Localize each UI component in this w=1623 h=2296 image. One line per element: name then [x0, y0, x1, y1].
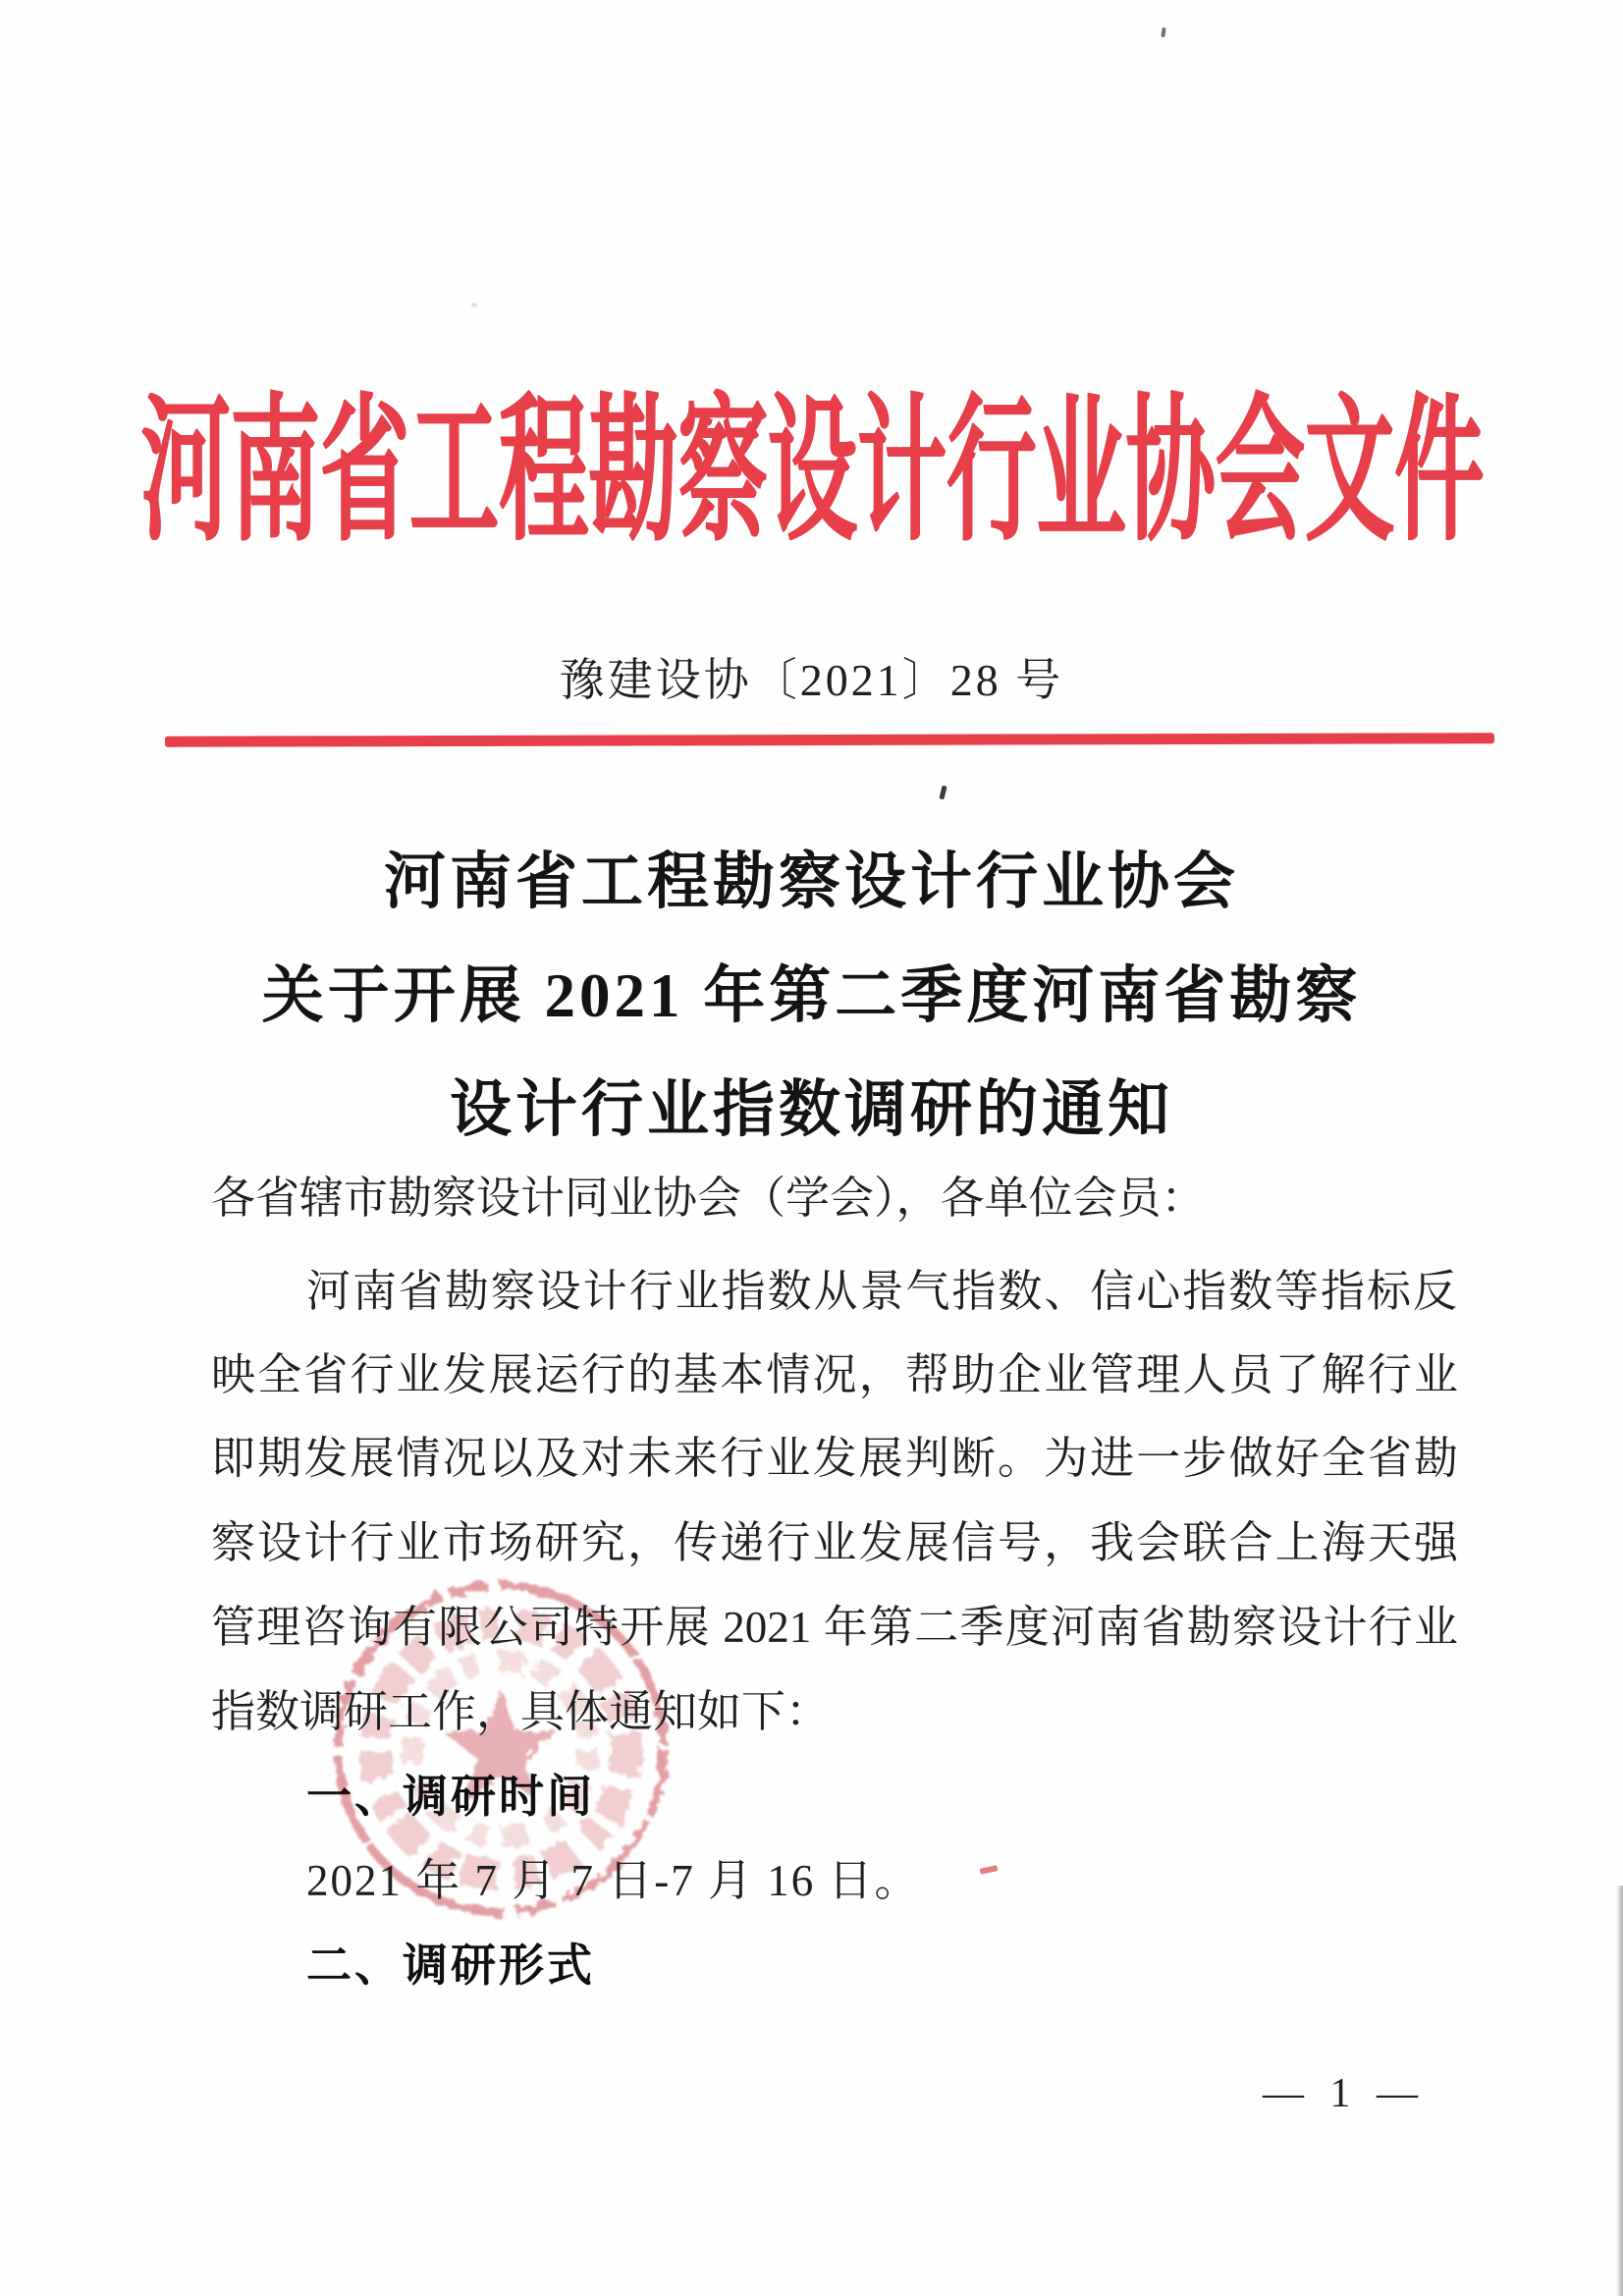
paragraph-line: 察设计行业市场研究，传递行业发展信号，我会联合上海天强: [211, 1518, 1458, 1567]
section-1-heading: 一、调研时间: [306, 1771, 595, 1822]
document-title-line-3: 设计行业指数调研的通知: [450, 1075, 1173, 1144]
section-1-date-line: 2021 年 7 月 7 日-7 月 16 日。: [306, 1856, 921, 1905]
paragraph-line: 映全省行业发展运行的基本情况，帮助企业管理人员了解行业: [211, 1350, 1458, 1399]
red-divider-line: [165, 733, 1494, 747]
document-title: [0, 825, 1623, 1167]
scan-speck: [939, 786, 947, 800]
paragraph-line: 即期发展情况以及对未来行业发展判断。为进一步做好全省勘: [211, 1434, 1458, 1483]
document-title-line-2: 关于开展 2021 年第二季度河南省勘察: [261, 961, 1362, 1030]
document-number: 豫建设协〔2021〕28 号: [559, 655, 1064, 705]
letterhead-banner: [0, 346, 1623, 561]
paragraph-line: 管理咨询有限公司特开展 2021 年第二季度河南省勘察设计行业: [211, 1603, 1458, 1652]
scan-page-edge: [1616, 1886, 1623, 2296]
paragraph-line: 河南省勘察设计行业指数从景气指数、信心指数等指标反: [306, 1267, 1457, 1316]
salutation-line: 各省辖市勘察设计同业协会（学会），各单位会员：: [211, 1174, 1206, 1223]
document-title-line-1: 河南省工程勘察设计行业协会: [384, 847, 1239, 916]
letterhead-title: 河南省工程勘察设计行业协会文件: [139, 383, 1484, 561]
scan-speck: [1161, 27, 1165, 37]
page-number: — 1 —: [1263, 2071, 1426, 2116]
section-2-heading: 二、调研形式: [306, 1940, 595, 1991]
scan-speck: [471, 302, 477, 307]
paragraph-line: 指数调研工作，具体通知如下：: [211, 1687, 831, 1736]
